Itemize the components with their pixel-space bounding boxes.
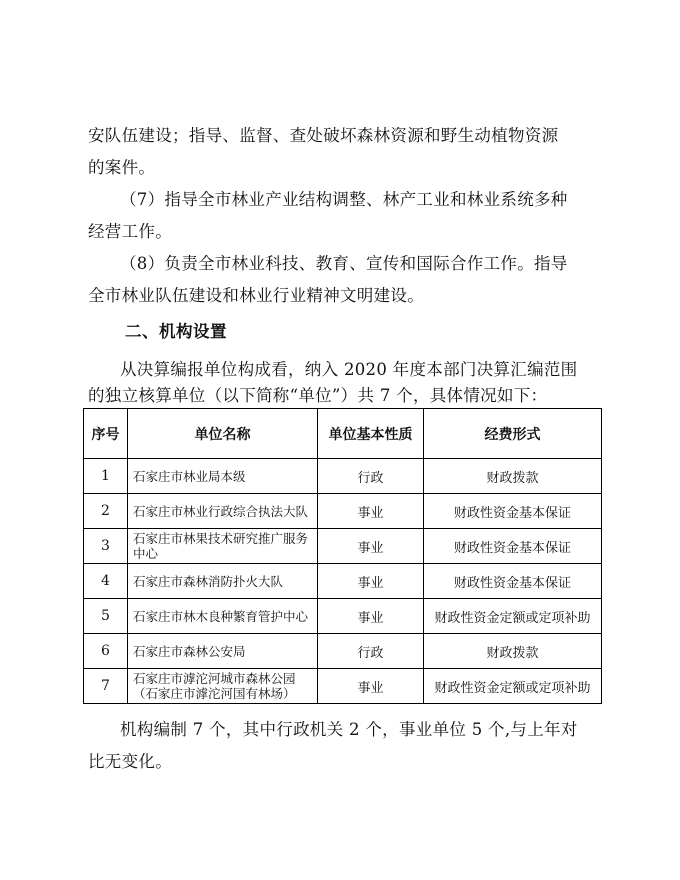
row-no: 5 [84, 599, 128, 634]
table-row [84, 529, 602, 564]
row-unit-nature: 事业 [318, 669, 424, 704]
row-unit-name: 石家庄市林业局本级 [128, 459, 318, 494]
row-unit-name: 石家庄市林业行政综合执法大队 [128, 494, 318, 529]
row-unit-name: 石家庄市滹沱河城市森林公园（石家庄市滹沱河国有林场） [128, 669, 318, 704]
row-funding-form: 财政性资金定额或定项补助 [424, 669, 602, 704]
row-funding-form: 财政性资金基本保证 [424, 494, 602, 529]
intro-line: 的独立核算单位（以下简称“单位”）共 7 个，具体情况如下： [88, 386, 548, 405]
paragraph-line: 全市林业队伍建设和林业行业精神文明建设。 [88, 286, 424, 305]
paragraph-line: （8）负责全市林业科技、教育、宣传和国际合作工作。指导 [120, 254, 568, 273]
row-unit-name: 石家庄市林木良种繁育管护中心 [128, 599, 318, 634]
intro-line: 从决算编报单位构成看，纳入 2020 年度本部门决算汇编范围 [120, 360, 578, 379]
row-unit-name: 石家庄市森林消防扑火大队 [128, 564, 318, 599]
row-unit-nature: 事业 [318, 599, 424, 634]
table-row [84, 669, 602, 704]
row-unit-name: 石家庄市林果技术研究推广服务中心 [128, 529, 318, 564]
header-no: 序号 [84, 409, 128, 459]
row-no: 3 [84, 529, 128, 564]
table-row [84, 494, 602, 529]
table-row [84, 599, 602, 634]
row-funding-form: 财政性资金基本保证 [424, 564, 602, 599]
row-unit-nature: 事业 [318, 529, 424, 564]
row-no: 2 [84, 494, 128, 529]
header-funding-form: 经费形式 [424, 409, 602, 459]
row-no: 6 [84, 634, 128, 669]
closing-line: 机构编制 7 个，其中行政机关 2 个，事业单位 5 个,与上年对 [120, 720, 578, 739]
header-unit-nature: 单位基本性质 [318, 409, 424, 459]
row-funding-form: 财政拨款 [424, 459, 602, 494]
paragraph-line: 的案件。 [88, 158, 156, 177]
table-header-row [84, 409, 602, 459]
row-funding-form: 财政性资金定额或定项补助 [424, 599, 602, 634]
table-row [84, 634, 602, 669]
row-no: 1 [84, 459, 128, 494]
row-unit-nature: 行政 [318, 634, 424, 669]
row-no: 7 [84, 669, 128, 704]
section-heading: 二、机构设置 [125, 322, 227, 341]
row-funding-form: 财政性资金基本保证 [424, 529, 602, 564]
table-row [84, 564, 602, 599]
row-no: 4 [84, 564, 128, 599]
row-unit-name: 石家庄市森林公安局 [128, 634, 318, 669]
row-unit-nature: 事业 [318, 564, 424, 599]
header-unit-name: 单位名称 [128, 409, 318, 459]
row-unit-nature: 行政 [318, 459, 424, 494]
paragraph-line: （7）指导全市林业产业结构调整、林产工业和林业系统多种 [120, 190, 568, 209]
closing-line: 比无变化。 [88, 752, 172, 771]
paragraph-line: 经营工作。 [88, 222, 172, 241]
paragraph-line: 安队伍建设；指导、监督、查处破坏森林资源和野生动植物资源 [88, 126, 559, 145]
units-table [83, 408, 602, 704]
row-funding-form: 财政拨款 [424, 634, 602, 669]
table-row [84, 459, 602, 494]
row-unit-nature: 事业 [318, 494, 424, 529]
